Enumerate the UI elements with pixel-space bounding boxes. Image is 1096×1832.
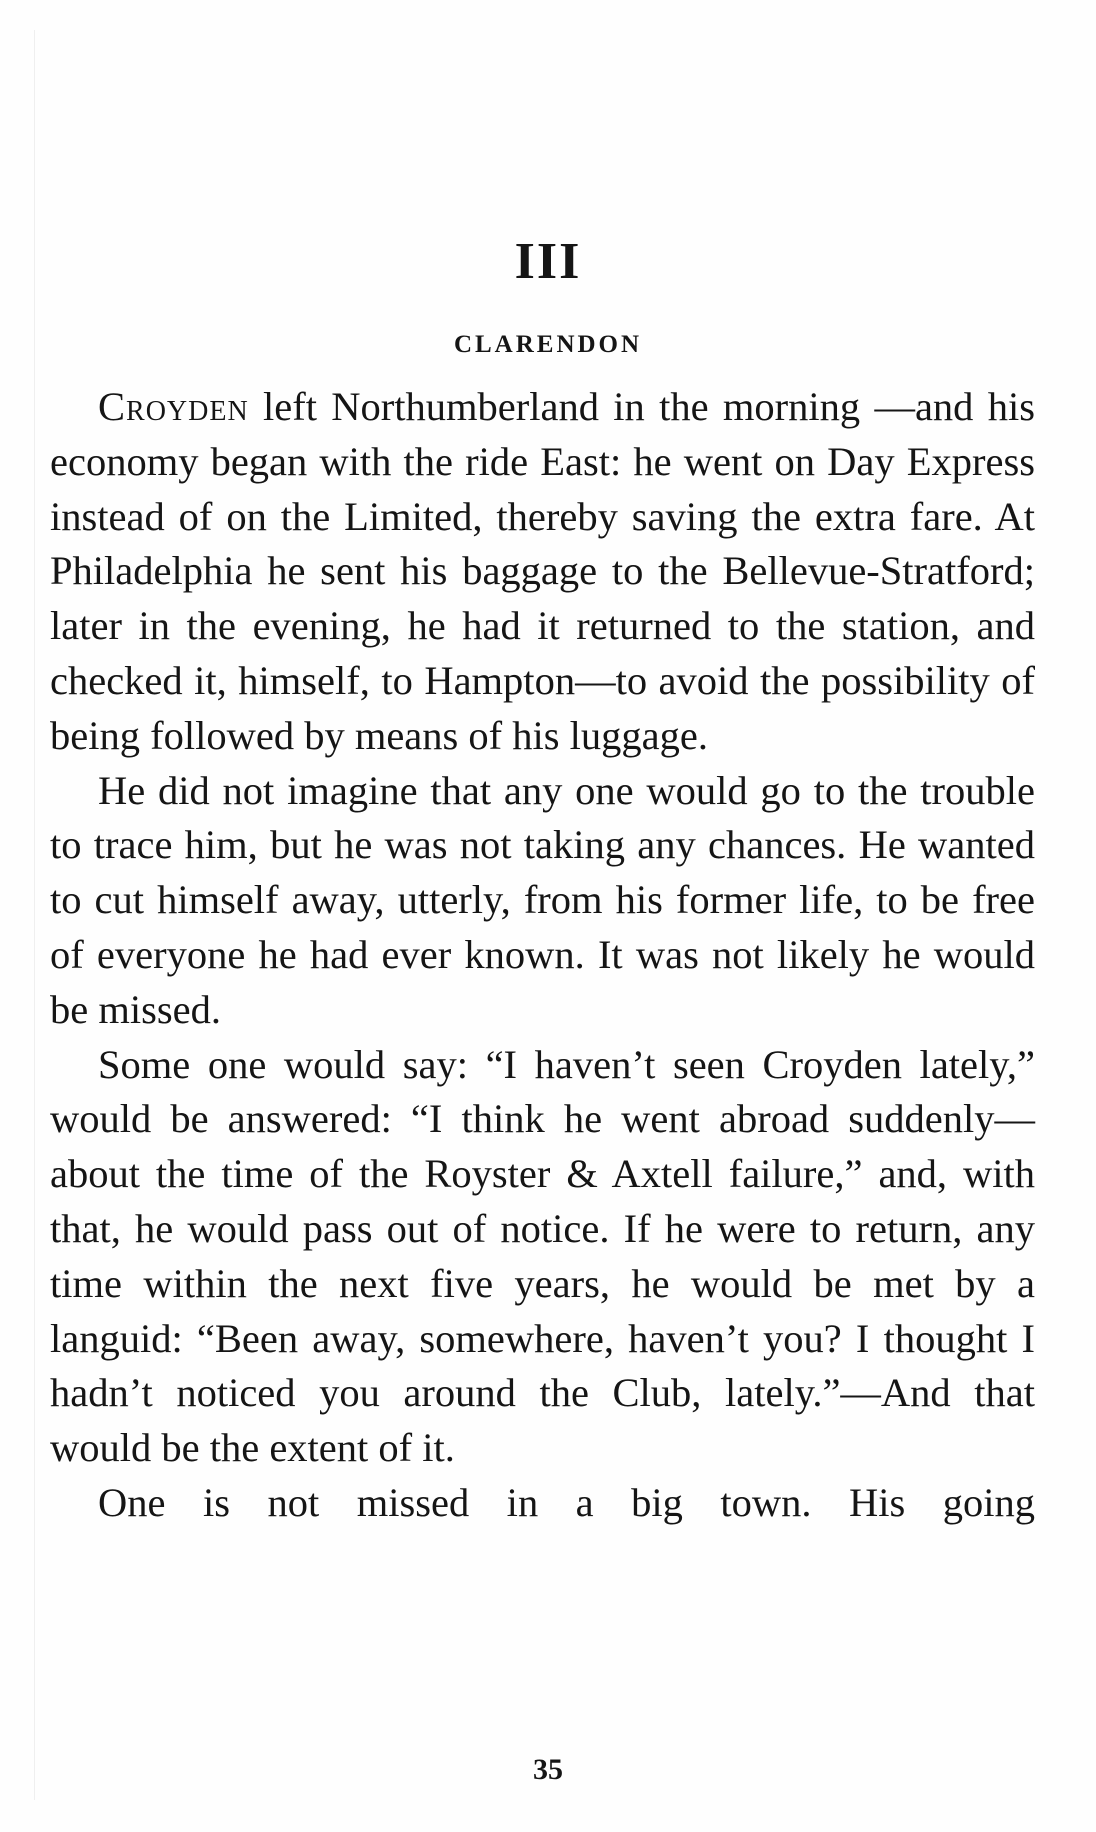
- paragraph-3-text: Some one would say: “I haven’t seen Croyden lately,” would be answered: “I think he went abroad suddenly—about the time of the Royster & Axtell failure,” and, with that, he would pass out of notice. If he were to return, any time within the next five years, he would be met by a languid: “Been away, somewhere, haven’t you? I thought I hadn’t noticed you around the Club, lately.”—And that would be the extent of it.: [50, 1041, 1035, 1471]
- body-text: [50, 380, 1035, 1531]
- page-number: 35: [533, 1753, 563, 1786]
- paragraph-1: [50, 380, 1035, 764]
- paragraph-1-text: left Northumberland in the morning —and his economy began with the ride East: he went on Day Express instead of on the Limited, thereby saving the extra fare. At Philadelphia he sent his baggage to the Bellevue-Stratford; later in the evening, he had it returned to the station, and checked it, himself, to Hampton—to avoid the possibility of being followed by means of his luggage.: [50, 384, 1035, 758]
- paragraph-2: [50, 764, 1035, 1038]
- chapter-number: III: [514, 233, 582, 290]
- page-edge-shadow: [34, 30, 35, 1800]
- chapter-title: CLARENDON: [453, 331, 643, 358]
- paragraph-4: [50, 1476, 1035, 1531]
- paragraph-3: [50, 1038, 1035, 1476]
- paragraph-4-text: One is not missed in a big town. His going: [98, 1479, 1035, 1525]
- lead-word: Croyden: [98, 384, 249, 429]
- paragraph-2-text: He did not imagine that any one would go to the trouble to trace him, but he was not taking any chances. He wanted to cut himself away, utterly, from his former life, to be free of everyone he had ever known. It was not likely he would be missed.: [50, 767, 1035, 1032]
